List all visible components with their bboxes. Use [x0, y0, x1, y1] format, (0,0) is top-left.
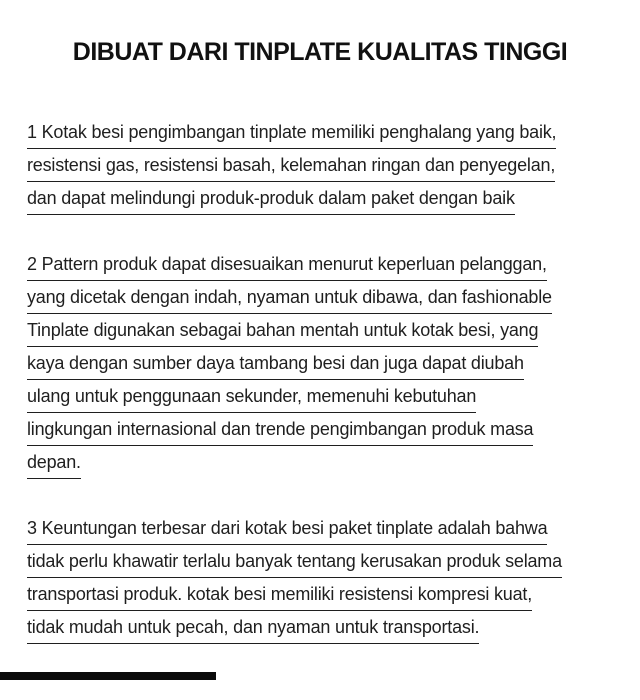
text-line: 3 Keuntungan terbesar dari kotak besi paket tinplate adalah bahwa	[27, 512, 547, 545]
paragraph-3	[27, 512, 627, 644]
text-content	[27, 116, 627, 644]
text-line: resistensi gas, resistensi basah, kelemahan ringan dan penyegelan,	[27, 149, 555, 182]
text-line: kaya dengan sumber daya tambang besi dan juga dapat diubah	[27, 347, 524, 380]
text-line: transportasi produk. kotak besi memiliki resistensi kompresi kuat,	[27, 578, 532, 611]
paragraph-1	[27, 116, 627, 215]
text-line: tidak mudah untuk pecah, dan nyaman untuk transportasi.	[27, 611, 479, 644]
paragraph-2	[27, 248, 627, 479]
paragraph-spacer	[27, 215, 627, 248]
paragraph-spacer	[27, 479, 627, 512]
text-line: 2 Pattern produk dapat disesuaikan menurut keperluan pelanggan,	[27, 248, 547, 281]
page-title: DIBUAT DARI TINPLATE KUALITAS TINGGI	[72, 38, 568, 66]
text-line: tidak perlu khawatir terlalu banyak tentang kerusakan produk selama	[27, 545, 562, 578]
text-line: Tinplate digunakan sebagai bahan mentah untuk kotak besi, yang	[27, 314, 538, 347]
text-line: depan.	[27, 446, 81, 479]
text-line: lingkungan internasional dan trende pengimbangan produk masa	[27, 413, 533, 446]
text-line: 1 Kotak besi pengimbangan tinplate memiliki penghalang yang baik,	[27, 116, 556, 149]
text-line: yang dicetak dengan indah, nyaman untuk dibawa, dan fashionable	[27, 281, 552, 314]
bottom-divider-bar	[0, 672, 216, 680]
text-line: ulang untuk penggunaan sekunder, memenuhi kebutuhan	[27, 380, 476, 413]
text-line: dan dapat melindungi produk-produk dalam paket dengan baik	[27, 182, 515, 215]
